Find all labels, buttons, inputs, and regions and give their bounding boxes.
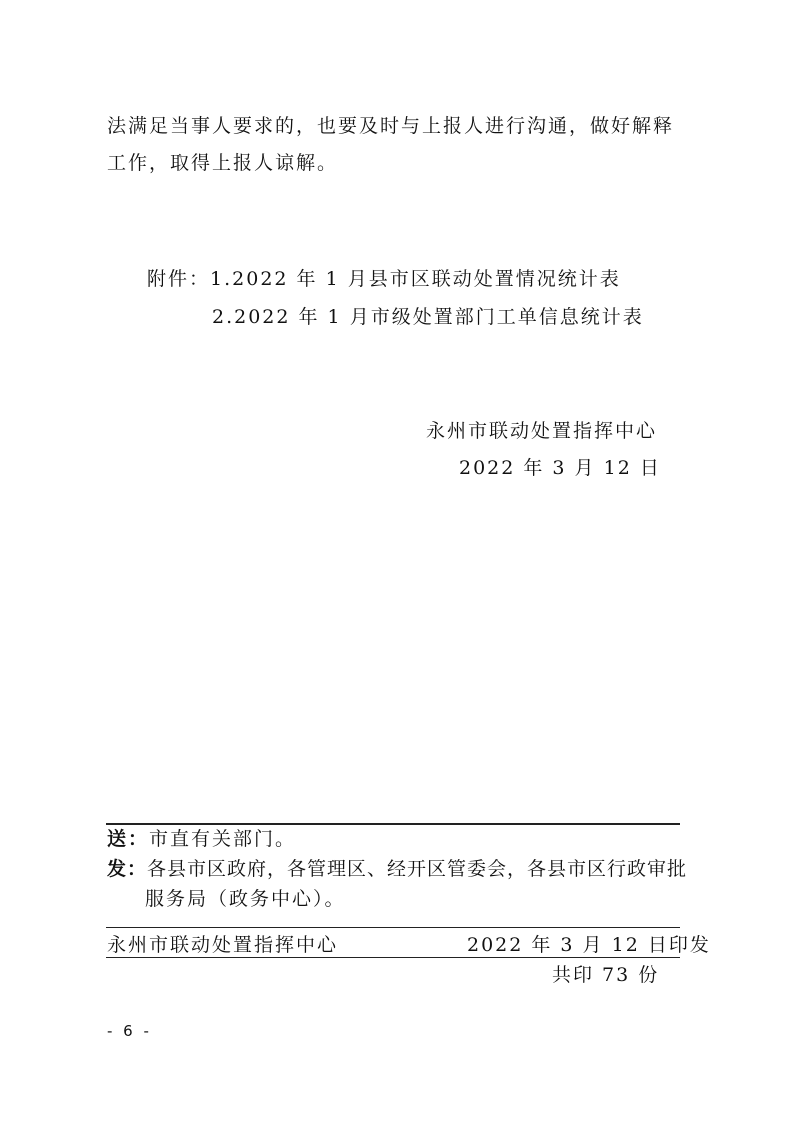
print-info-top-rule <box>106 927 680 928</box>
attachment-item-1: 1.2022 年 1 月县市区联动处置情况统计表 <box>210 268 621 290</box>
attachments-label: 附件： <box>147 268 211 290</box>
print-copies: 共印 73 份 <box>552 964 660 986</box>
print-info-middle-rule <box>106 957 680 958</box>
print-info-date: 2022 年 3 月 12 日印发 <box>467 934 711 956</box>
print-info-org: 永州市联动处置指挥中心 <box>107 934 339 956</box>
page-number: - 6 - <box>107 1022 152 1040</box>
distribution-top-rule <box>106 823 680 825</box>
issue-recipients-line-1: 各县市区政府，各管理区、经开区管委会，各县市区行政审批 <box>147 858 688 880</box>
send-recipients: 市直有关部门。 <box>149 828 297 850</box>
body-paragraph-line-2: 工作，取得上报人谅解。 <box>107 152 339 174</box>
issue-recipients-line-2: 服务局（政务中心）。 <box>145 888 346 910</box>
send-label: 送： <box>107 828 150 850</box>
attachment-item-2: 2.2022 年 1 月市级处置部门工单信息统计表 <box>212 306 644 328</box>
signature-org: 永州市联动处置指挥中心 <box>426 420 658 442</box>
issue-label: 发： <box>107 858 148 880</box>
body-paragraph-line-1: 法满足当事人要求的，也要及时与上报人进行沟通，做好解释 <box>107 115 675 137</box>
signature-date: 2022 年 3 月 12 日 <box>459 457 661 479</box>
